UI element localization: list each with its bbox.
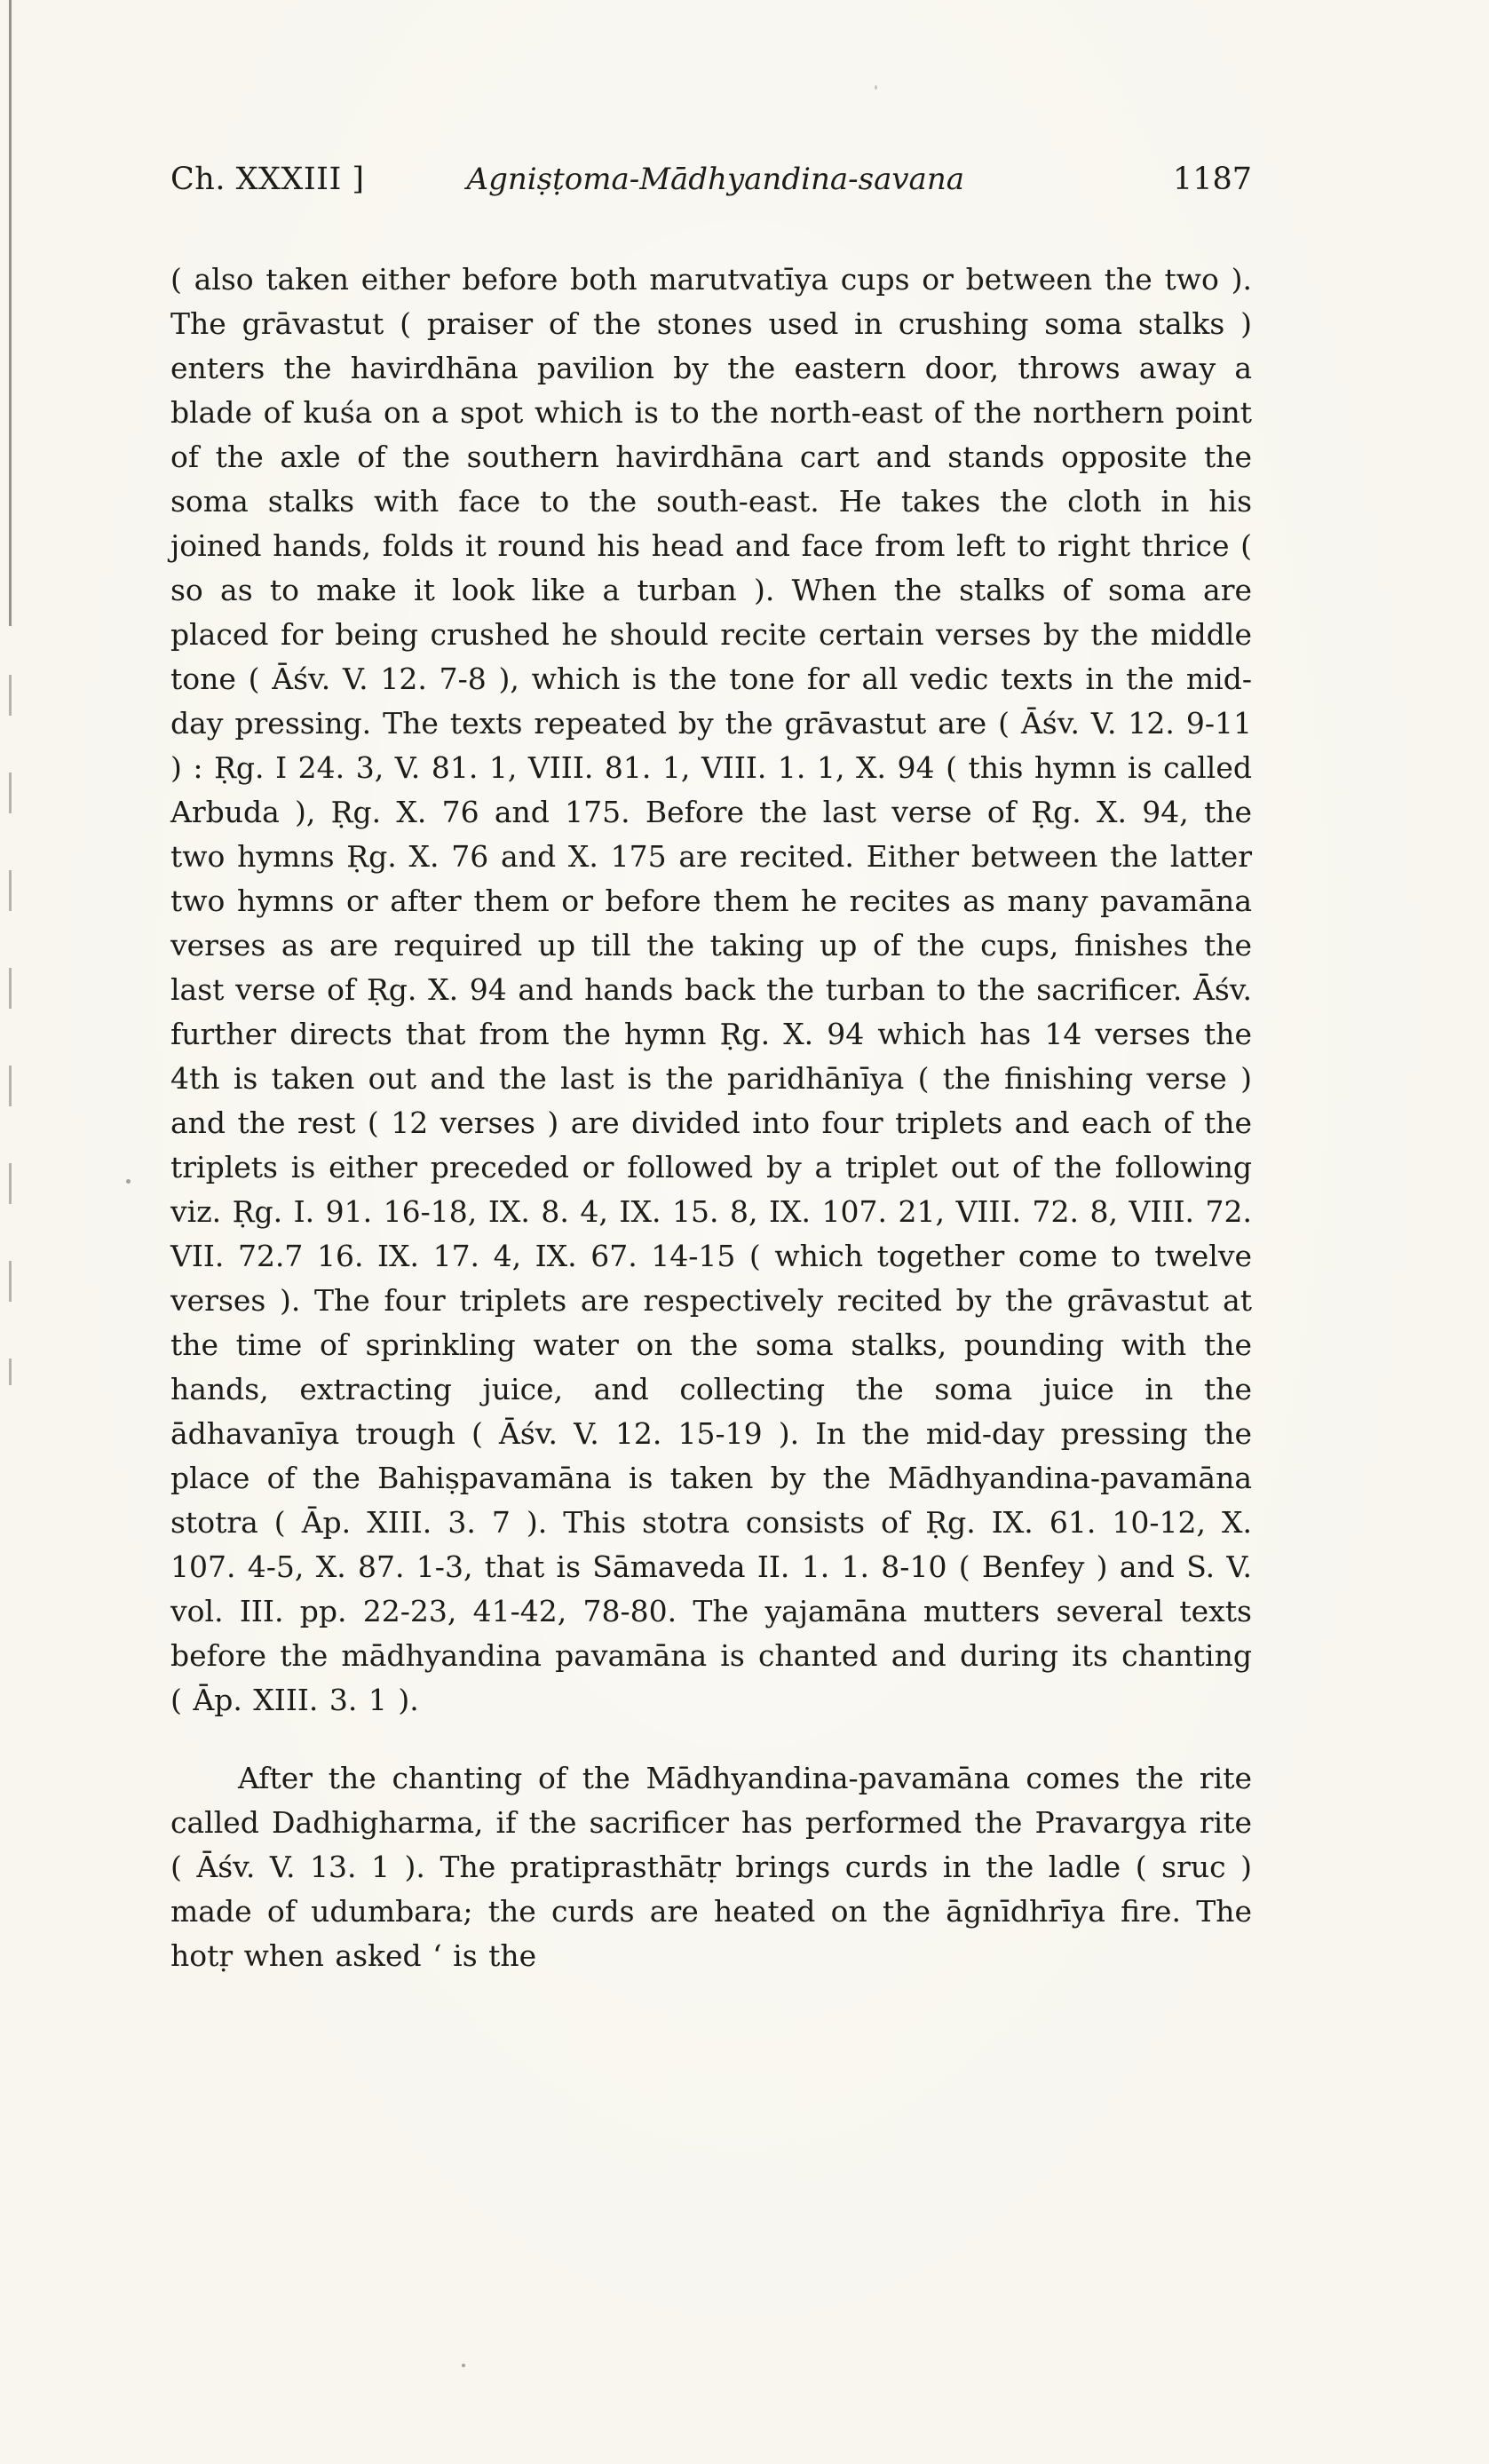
paragraph-2: After the chanting of the Mādhyandina-pavamāna comes the rite called Dadhigharma, if the sacrificer has performed the Pravargya rite ( Āśv. V. 13. 1 ). The pratiprasthātṛ brings curds in the ladle ( sruc ) made of udumbara; the curds are heated on the āgnīdhrīya fire. The hotṛ when asked ‘ is the <box>170 1761 1252 1973</box>
paragraph-1: ( also taken either before both marutvatīya cups or between the two ). The grāvastut ( praiser of the stones used in crushing soma stalks ) enters the havirdhāna pavilion by the eastern door, throws away a blade of kuśa on a spot which is to the north-east of the northern point of the axle of the southern havirdhāna cart and stands opposite the soma stalks with face to the south-east. He takes the cloth in his joined hands, folds it round his head and face from left to right thrice ( so as to make it look like a turban ). When the stalks of soma are placed for being crushed he should recite certain verses by the middle tone ( Āśv. V. 12. 7-8 ), which is the tone for all vedic texts in the mid-day pressing. The texts repeated by the grāvastut are ( Āśv. V. 12. 9-11 ) : Ṛg. I 24. 3, V. 81. 1, VIII. 81. 1, VIII. 1. 1, X. 94 ( this hymn is called Arbuda ), Ṛg. X. 76 and 175. Before the last verse of Ṛg. X. 94, the two hymns Ṛg. X. 76 and X. 175 are recited. Either between the latter two hymns or after them or before them he recites as many pavamāna verses as are required up till the taking up of the cups, finishes the last verse of Ṛg. X. 94 and hands back the turban to the sacrificer. Āśv. further directs that from the hymn Ṛg. X. 94 which has 14 verses the 4th is taken out and the last is the paridhānīya ( the finishing verse ) and the rest ( 12 verses ) are divided into four triplets and each of the triplets is either preceded or followed by a triplet out of the following viz. Ṛg. I. 91. 16-18, IX. 8. 4, IX. 15. 8, IX. 107. 21, VIII. 72. 8, VIII. 72. VII. 72.7 16. IX. 17. 4, IX. 67. 14-15 ( which together come to twelve verses ). The four triplets are respectively recited by the grāvastut at the time of sprinkling water on the soma stalks, pounding with the hands, extracting juice, and collecting the soma juice in the ādhavanīya trough ( Āśv. V. 12. 15-19 ). In the mid-day pressing the place of the Bahiṣpavamāna is taken by the Mādhyandina-pavamāna stotra ( Āp. XIII. 3. 7 ). This stotra consists of Ṛg. IX. 61. 10-12, X. 107. 4-5, X. 87. 1-3, that is Sāmaveda II. 1. 1. 8-10 ( Benfey ) and S. V. vol. III. pp. 22-23, 41-42, 78-80. The yajamāna mutters several texts before the mādhyandina pavamāna is chanted and during its chanting ( Āp. XIII. 3. 1 ). <box>170 262 1252 1717</box>
scan-speck <box>126 1179 131 1184</box>
scan-edge-line-dashed <box>9 675 12 1385</box>
page-body <box>170 257 1252 1978</box>
scan-edge-line <box>9 0 12 626</box>
page-number: 1187 <box>1172 162 1252 197</box>
page-header <box>170 162 1252 197</box>
running-title: Agniṣṭoma-Mādhyandina-savana <box>466 162 964 197</box>
chapter-label: Ch. XXXIII ] <box>170 162 365 197</box>
scan-speck <box>875 85 877 90</box>
scan-speck <box>462 2364 465 2367</box>
